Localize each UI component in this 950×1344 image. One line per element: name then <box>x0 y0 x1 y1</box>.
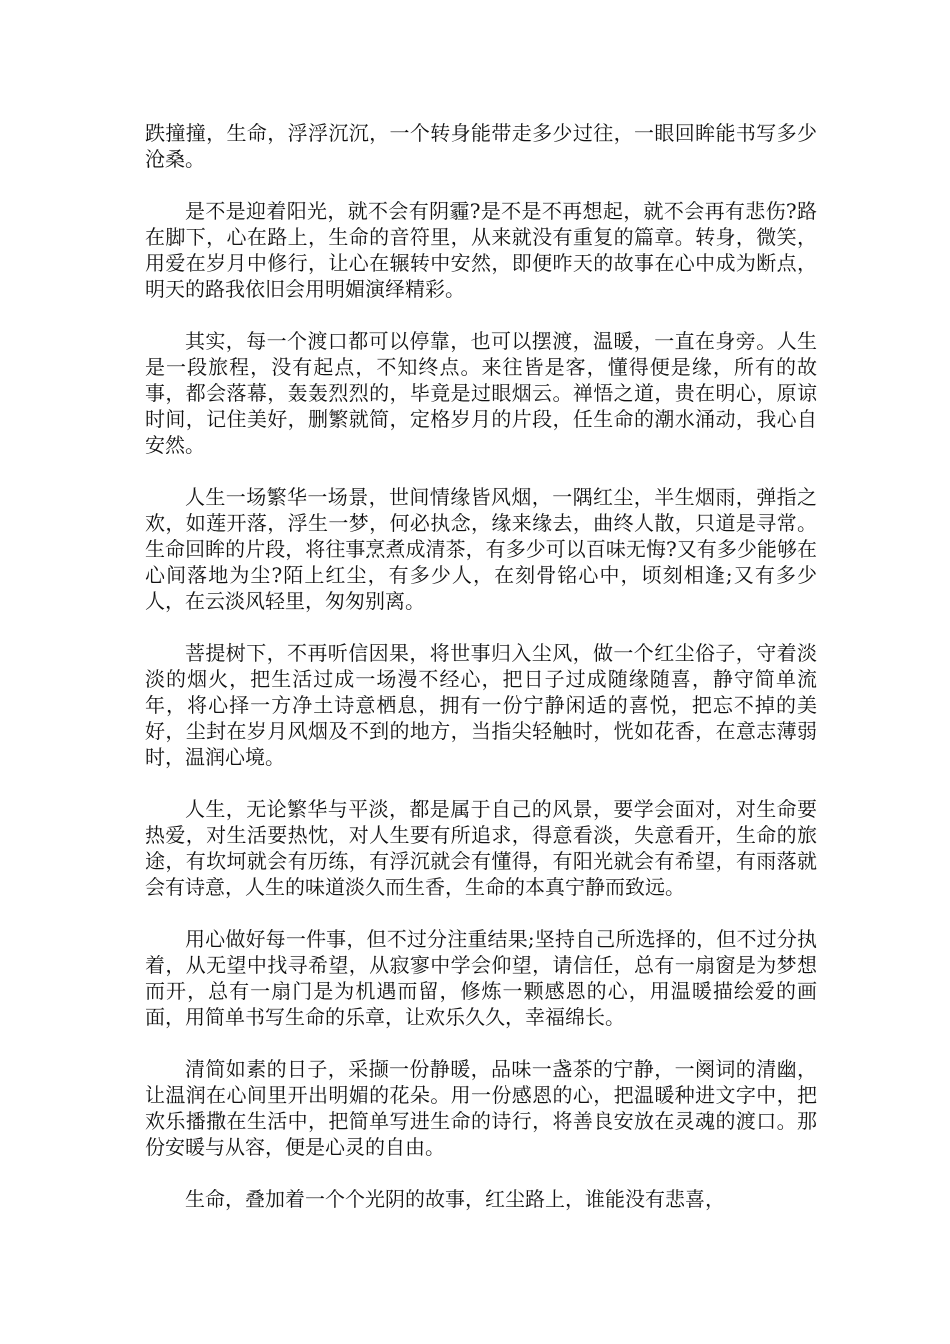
paragraph-7: 用心做好每一件事，但不过分注重结果;坚持自己所选择的，但不过分执着，从无望中找寻希望，从寂寥中学会仰望，请信任，总有一扇窗是为梦想而开，总有一扇门是为机遇而留，修炼一颗感恩的心，用温暖描绘爱的画面，用简单书写生命的乐章，让欢乐久久，幸福绵长。 <box>145 927 817 1029</box>
paragraph-8: 清简如素的日子，采撷一份静暖，品味一盏茶的宁静，一阕词的清幽，让温润在心间里开出明媚的花朵。用一份感恩的心，把温暖种进文字中，把欢乐播撒在生活中，把简单写进生命的诗行，将善良安放在灵魂的渡口。那份安暖与从容，便是心灵的自由。 <box>145 1057 817 1159</box>
document-body <box>145 120 817 1238</box>
paragraph-3: 其实，每一个渡口都可以停靠，也可以摆渡，温暖，一直在身旁。人生是一段旅程，没有起点，不知终点。来往皆是客，懂得便是缘，所有的故事，都会落幕，轰轰烈烈的，毕竟是过眼烟云。禅悟之道，贵在明心，原谅时间，记住美好，删繁就简，定格岁月的片段，任生命的潮水涌动，我心自安然。 <box>145 329 817 457</box>
paragraph-1: 跌撞撞，生命，浮浮沉沉，一个转身能带走多少过往，一眼回眸能书写多少沧桑。 <box>145 121 817 171</box>
paragraph-2: 是不是迎着阳光，就不会有阴霾?是不是不再想起，就不会再有悲伤?路在脚下，心在路上，生命的音符里，从来就没有重复的篇章。转身，微笑，用爱在岁月中修行，让心在辗转中安然，即便昨天的故事在心中成为断点，明天的路我依旧会用明媚演绎精彩。 <box>145 199 817 301</box>
paragraph-6: 人生，无论繁华与平淡，都是属于自己的风景，要学会面对，对生命要热爱，对生活要热忱，对人生要有所追求，得意看淡，失意看开，生命的旅途，有坎坷就会有历练，有浮沉就会有懂得，有阳光就会有希望，有雨落就会有诗意，人生的味道淡久而生香，生命的本真宁静而致远。 <box>145 797 817 899</box>
paragraph-9: 生命，叠加着一个个光阴的故事，红尘路上，谁能没有悲喜， <box>185 1187 725 1211</box>
paragraph-5: 菩提树下，不再听信因果，将世事归入尘风，做一个红尘俗子，守着淡淡的烟火，把生活过成一场漫不经心，把日子过成随缘随喜，静守简单流年，将心择一方净土诗意栖息，拥有一份宁静闲适的喜悦，把忘不掉的美好，尘封在岁月风烟及不到的地方，当指尖轻触时，恍如花香，在意志薄弱时，温润心境。 <box>145 641 817 769</box>
paragraph-4: 人生一场繁华一场景，世间情缘皆风烟，一隅红尘，半生烟雨，弹指之欢，如莲开落，浮生一梦，何必执念，缘来缘去，曲终人散，只道是寻常。生命回眸的片段，将往事烹煮成清茶，有多少可以百味无悔?又有多少能够在心间落地为尘?陌上红尘，有多少人，在刻骨铭心中，顷刻相逢;又有多少人，在云淡风轻里，匆匆别离。 <box>145 485 817 613</box>
